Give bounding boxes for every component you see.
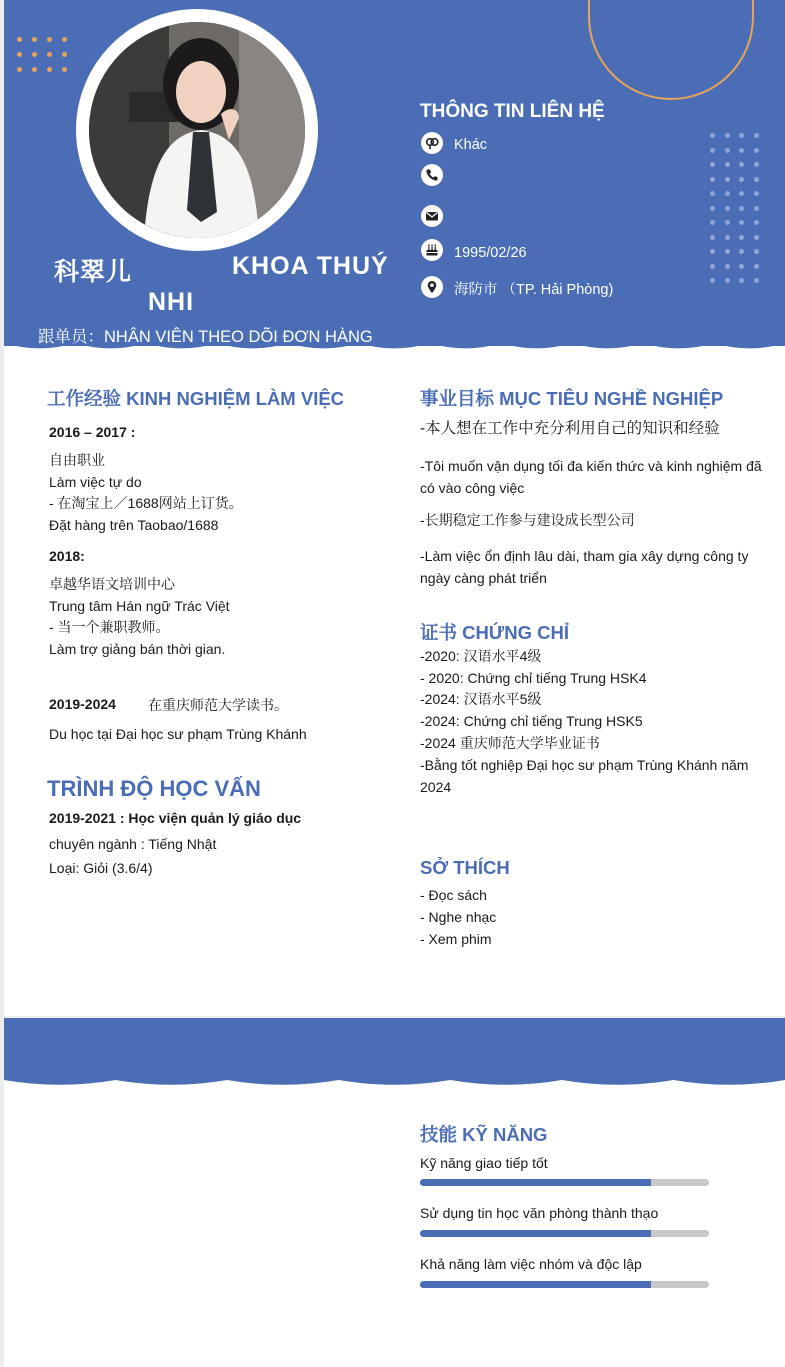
decor-dot [62, 67, 67, 72]
decor-dot [754, 264, 759, 269]
experience-2-line-2: Trung tâm Hán ngữ Trác Việt [49, 598, 230, 614]
decor-dot [32, 67, 37, 72]
decor-dot [725, 220, 730, 225]
name-chinese: 科翠儿 [54, 258, 133, 286]
decor-dot [710, 206, 715, 211]
decor-dot [754, 133, 759, 138]
decor-dot [754, 162, 759, 167]
cv-page-2 [4, 1018, 785, 1367]
decor-dot [754, 249, 759, 254]
skill-label-1: Kỹ năng giao tiếp tốt [420, 1155, 548, 1171]
hobby-item-3: - Xem phim [420, 931, 492, 947]
skill-bar-2 [420, 1230, 709, 1237]
skill-bar-1 [420, 1179, 709, 1186]
avatar-portrait-icon [89, 22, 305, 238]
decor-dot [725, 235, 730, 240]
cake-icon [421, 239, 443, 261]
skills-section-title: 技能 KỸ NĂNG [420, 1124, 548, 1145]
cv-page-1 [4, 0, 785, 1016]
decor-dot [47, 67, 52, 72]
goal-item-2: -Tôi muốn vận dụng tối đa kiến thức và kinh nghiệm đã có vào công việc [420, 458, 762, 496]
hobby-item-1: - Đọc sách [420, 887, 487, 903]
decor-dot [710, 249, 715, 254]
decor-dot [47, 37, 52, 42]
avatar [89, 22, 305, 238]
decor-dot [725, 162, 730, 167]
experience-period-2: 2018: [49, 548, 85, 564]
decor-dot [725, 133, 730, 138]
name-vietnamese-line-1: KHOA THUÝ [232, 252, 389, 280]
experience-1-line-4: Đặt hàng trên Taobao/1688 [49, 517, 219, 533]
decor-dot [725, 177, 730, 182]
skill-bar-fill-3 [420, 1281, 651, 1288]
certificates-section-title: 证书 CHỨNG CHỈ [420, 622, 569, 643]
decor-dot [739, 162, 744, 167]
decor-dot [710, 235, 715, 240]
skill-bar-fill-2 [420, 1230, 651, 1237]
decor-dot [739, 220, 744, 225]
decor-dot [754, 220, 759, 225]
decor-dot [739, 148, 744, 153]
decor-dot [739, 206, 744, 211]
decor-dot [754, 206, 759, 211]
experience-period-3: 2019-2024 [49, 696, 116, 712]
decor-dot [725, 191, 730, 196]
experience-2-line-1: 卓越华语文培训中心 [49, 576, 175, 592]
decor-dot [725, 264, 730, 269]
goal-item-3: -长期稳定工作参与建设成长型公司 [420, 512, 635, 528]
skill-bar-fill-1 [420, 1179, 651, 1186]
skill-bar-3 [420, 1281, 709, 1288]
decor-dot [739, 235, 744, 240]
goal-item-4: -Làm việc ổn định lâu dài, tham gia xây dựng công ty ngày càng phát triển [420, 548, 749, 586]
decor-dot [725, 249, 730, 254]
contact-address: 海防市 （TP. Hải Phòng) [454, 282, 614, 298]
experience-2-line-4: Làm trợ giảng bán thời gian. [49, 641, 226, 657]
decor-dot [725, 206, 730, 211]
education-line-2: Loại: Giỏi (3.6/4) [49, 860, 153, 876]
goals-section-title: 事业目标 MỤC TIÊU NGHỀ NGHIỆP [420, 388, 724, 409]
phone-icon [421, 164, 443, 186]
experience-3-line-1: Du học tại Đại học sư phạm Trùng Khánh [49, 726, 307, 742]
decor-dot [32, 37, 37, 42]
decor-dot [62, 52, 67, 57]
decor-dot [710, 278, 715, 283]
skill-label-3: Khả năng làm việc nhóm và độc lập [420, 1256, 642, 1272]
decor-dot [754, 148, 759, 153]
decor-dot [739, 278, 744, 283]
contact-birthday: 1995/02/26 [454, 245, 527, 261]
decor-dot [739, 191, 744, 196]
education-line-1: chuyên ngành : Tiếng Nhật [49, 836, 217, 852]
location-icon [421, 276, 443, 298]
certificate-item-6: -Bằng tốt nghiệp Đại học sư phạm Trùng Khánh năm 2024 [420, 757, 749, 795]
header-wave-2 [4, 1074, 785, 1092]
certificate-item-5: -2024 重庆师范大学毕业证书 [420, 735, 600, 751]
decor-dot [754, 278, 759, 283]
decor-dot [710, 177, 715, 182]
name-vietnamese-line-2: NHI [148, 288, 195, 316]
decor-dot [47, 52, 52, 57]
decor-dot [710, 191, 715, 196]
email-icon [421, 205, 443, 227]
decor-dot [17, 52, 22, 57]
hobby-item-2: - Nghe nhạc [420, 909, 497, 925]
education-heading: 2019-2021 : Học viện quản lý giáo dục [49, 810, 302, 826]
education-section-title: TRÌNH ĐỘ HỌC VẤN [47, 776, 261, 801]
contact-section-title: THÔNG TIN LIÊN HỆ [420, 101, 605, 122]
certificate-item-3: -2024: 汉语水平5级 [420, 691, 542, 707]
decor-dot [739, 133, 744, 138]
hobbies-section-title: SỞ THÍCH [420, 857, 510, 878]
decor-dot [739, 177, 744, 182]
experience-1-line-3: - 在淘宝上／1688网站上订货。 [49, 495, 243, 511]
decor-dot [725, 278, 730, 283]
goal-item-1: -本人想在工作中充分利用自己的知识和经验 [420, 420, 720, 437]
decor-dot [725, 148, 730, 153]
decor-dot [17, 67, 22, 72]
experience-3-inline: 在重庆师范大学读书。 [148, 697, 288, 713]
decor-dot [710, 162, 715, 167]
decor-dot [739, 264, 744, 269]
gender-icon [421, 132, 443, 154]
decor-dot [710, 264, 715, 269]
decor-dot [754, 177, 759, 182]
decor-dot [754, 235, 759, 240]
decor-dot [62, 37, 67, 42]
decor-dot [754, 191, 759, 196]
job-title: 跟单员：NHÂN VIÊN THEO DÕI ĐƠN HÀNG [38, 328, 373, 346]
contact-gender: Khác [454, 137, 488, 153]
header-band-2 [4, 1018, 785, 1080]
experience-period-1: 2016 – 2017 : [49, 424, 136, 440]
certificate-item-2: - 2020: Chứng chỉ tiếng Trung HSK4 [420, 670, 647, 686]
experience-2-line-3: - 当一个兼职教师。 [49, 619, 170, 635]
skill-label-2: Sử dụng tin học văn phòng thành thạo [420, 1205, 659, 1221]
decor-dot [32, 52, 37, 57]
decor-dot [739, 249, 744, 254]
decor-dot [17, 37, 22, 42]
certificate-item-1: -2020: 汉语水平4级 [420, 648, 542, 664]
experience-1-line-2: Làm việc tự do [49, 474, 142, 490]
certificate-item-4: -2024: Chứng chỉ tiếng Trung HSK5 [420, 713, 643, 729]
experience-section-title: 工作经验 KINH NGHIỆM LÀM VIỆC [47, 388, 345, 409]
experience-1-line-1: 自由职业 [49, 452, 105, 468]
decor-dot [710, 220, 715, 225]
decor-dot [710, 133, 715, 138]
decor-dot [710, 148, 715, 153]
